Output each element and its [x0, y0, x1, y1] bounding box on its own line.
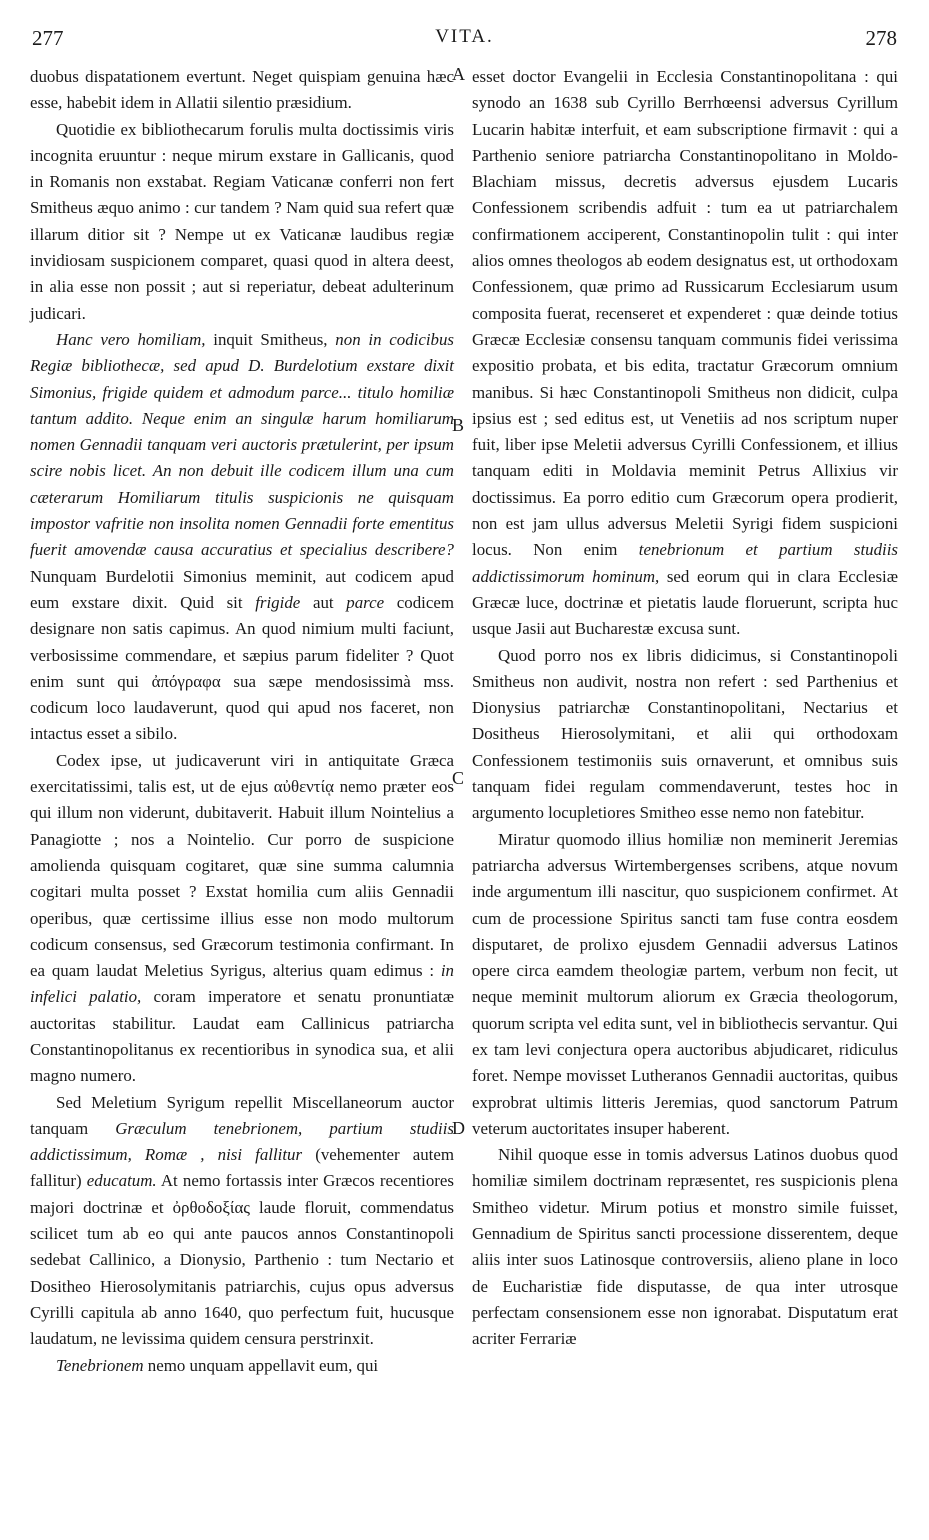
paragraph: [30, 117, 454, 327]
right-page-number: 278: [865, 26, 897, 50]
margin-marker-c: C: [452, 768, 465, 788]
text-run: Nihil quoque esse in tomis adversus Latinos duobus quod homiliæ similem doctrinam repræsentet, res suspicionis plena Smitheo videtur. Mirum potius et monstro simile fuisset, Gennadium de Spiritus sancti processione disserentem, deque aliis inter suos Latinosque controversiis, alieno plane in loco de Eucharistiæ fide disputasse, de qua inter utrosque perfectam consensionem esse non ignorabat. Disputatum erat acriter Ferrariæ: [472, 1145, 898, 1349]
paragraph: [472, 643, 898, 827]
text-run: codicem designare non satis capimus. An quod nimium multi faciunt, verbosissime commendare, et sæpius parum fideliter ? Quot enim sunt qui ἀπόγραφα sua sæpe mendosissimà mss. codicum loco laudaverunt, quod qui apud nos faceret, non intactus esset a sibilo.: [30, 592, 454, 744]
italic-text: Græculum tenebrionem, partium studiis addictissimum, Romæ , nisi fallitur: [30, 1118, 454, 1165]
italic-text: parce: [346, 592, 385, 612]
page-header: [30, 26, 899, 56]
text-run: inquit Smitheus,: [205, 329, 336, 349]
italic-text: tenebrionum et partium studiis addictissimorum hominum,: [472, 540, 898, 586]
text-run: Quod porro nos ex libris didicimus, si Constantinopoli Smitheus non audivit, nostra non refert : sed Parthenius et Dionysius patriarchæ Constantinopolitani, Nectarius et Dositheus Hierosolymitani, et alii qui orthodoxam Confessionem testimoniis suis ornaverunt, et omnibus suis tanquam fidei regulam commendaverunt, testes hoc in argumento locupletiores Smitheo esse nemo non fatebitur.: [472, 645, 898, 823]
italic-text: frigide: [255, 592, 301, 612]
paragraph: [30, 64, 454, 117]
italic-text: in infelici palatio,: [30, 961, 454, 1007]
running-title: VITA.: [435, 26, 494, 47]
text-run: coram imperatore et senatu pronuntiatæ auctoritas stabilitur. Laudat eam Callinicus patriarcha Constantinopolitanus ex recentioribus in synodica sua, et alii magno numero.: [30, 987, 454, 1086]
text-run: duobus dispatationem evertunt. Neget quispiam genuina hæc esse, habebit idem in Allatii silentio præsidium.: [30, 67, 454, 113]
text-run: nemo unquam appellavit eum, qui: [143, 1355, 379, 1375]
text-run: Sed Meletium Syrigum repellit Miscellaneorum auctor tanquam: [30, 1092, 454, 1138]
margin-marker-a: A: [452, 64, 465, 84]
text-run: esset doctor Evangelii in Ecclesia Constantinopolitana : qui synodo an 1638 sub Cyrillo Berrhœensi adversus Cyrillum Lucarin habitæ interfuit, et eam subscriptione firmavit : qui a Parthenio seniore patriarcha Constantinopolitano in Moldo-Blachiam missus, decretis adversus ejusdem Lucaris Confessionem scribendis adfuit : tum ea ut patriarchalem confirmationem acciperent, Constantinopolin tulit : qui inter alios omnes theologos ab eodem designatus est, ut orthodoxam Confessionem, quæ primo ad Russicarum Ecclesiarum usum composita fuerat, recenseret et expenderet : quæ deinde totius Græcæ Ecclesiæ consensu tanquam communis fidei verissima expositio probata, et bis edita, tractatur Græcorum omnium manibus. Si hæc Constantinopoli Smitheus non didicit, culpa ipsius est ; sed editus est, ut Venetiis ad nos scriptum nuper fuit, liber ipse Meletii adversus Cyrilli Confessionem, et illius tanquam editi in Moldavia meminit Petrus Allixius vir doctissimus. Ea porro editio cum Græcorum opera prodierit, non est jam ullus adversus Meletii Syrigi fidem suspicioni locus. Non enim: [472, 67, 898, 560]
left-page-number: 277: [32, 26, 64, 50]
right-column: [472, 64, 898, 1353]
margin-marker-b: B: [452, 415, 465, 435]
text-run: Codex ipse, ut judicaverunt viri in antiquitate Græca exercitatissimi, talis est, ut de ejus αὐθεντίᾳ nemo præter eos qui illum non viderunt, dubitaverit. Habuit illum Nointelius a Panagiotte ; nos a Nointelio. Cur porro de suspicione amolienda quisquam cogitaret, quæ sine summa calumnia cogitari multa posset ? Exstat homilia cum aliis Gennadii operibus, quæ certissime illius esse non modo multorum codicum consensus, sed Græcorum testimonia confirmant. In ea quam laudat Meletius Syrigus, alterius quam edimus :: [30, 750, 454, 981]
italic-text: non in codicibus Regiæ bibliothecæ, sed apud D. Burdelotium exstare dixit Simonius, frigide quidem et admodum parce... titulo homiliæ tantum addito. Neque enim an singulæ harum homiliarum nomen Gennadii tanquam veri auctoris prætulerint, per ipsum scire nobis licet. An non debuit ille codicem illum una cum cæterarum Homiliarum titulis suspicionis ne quisquam impostor vafritie non insolita nomen Gennadii forte ementitus fuerit amovendæ causa accuratius et specialius describere?: [30, 329, 455, 560]
margin-marker-d: D: [452, 1118, 465, 1138]
text-run: (vehementer autem fallitur): [30, 1145, 454, 1191]
paragraph: [472, 64, 898, 643]
text-run: Nunquam Burdelotii Simonius meminit, aut codicem apud eum exstare dixit. Quid sit: [30, 566, 454, 612]
paragraph: [30, 1090, 454, 1353]
paragraph: [30, 327, 454, 748]
paragraph: [472, 1142, 898, 1352]
text-run: At nemo fortassis inter Græcos recentiores majori doctrinæ et ὀρθοδοξίας laude floruit, commendatus scilicet tum ab eo qui ante paucos annos Constantinopoli sedebat Callinico, a Dionysio, Parthenio : tum Nectario et Dositheo Hierosolymitanis patriarchis, cujus opus adversus Cyrilli capitula ab anno 1640, quo perfectum fuit, hucusque laudatum, ne levissima quidem censura perstrinxit.: [30, 1171, 454, 1349]
left-column: [30, 64, 454, 1379]
text-run: Quotidie ex bibliothecarum forulis multa doctissimis viris incognita eruuntur : neque mirum exstare in Gallicanis, quod in Romanis non exstabat. Regiam Vaticanæ conferri non fert Smitheus æquo animo : cur tandem ? Nam quid sua refert quæ illarum ditior sit ? Nempe ut ex Vaticanæ laudibus regiæ invidiosam suspicionem comparet, quasi quod in altera deest, in alia esse non possit ; aut si reperiatur, debeat adulterinum judicari.: [30, 119, 454, 323]
paragraph: [30, 748, 454, 1090]
text-run: sed eorum qui in clara Ecclesiæ Græcæ luce, doctrinæ et pietatis laude floruerunt, scripta huc usque Jasii aut Bucharestæ excusa sunt.: [472, 566, 898, 639]
text-run: Miratur quomodo illius homiliæ non meminerit Jeremias patriarcha adversus Wirtembergenses scribens, atque novum inde argumentum illi nascitur, quo suspicionem confirmet. At cum de processione Spiritus sancti tam fuse contra eosdem disputaret, de prolixo ejusdem Gennadii adversus Latinos opere circa eamdem theologiæ partem, verbum non fecit, ut neque meminit multorum aliorum ex Græcia theologorum, quorum scripta vel edita sunt, vel in bibliothecis servantur. Qui ex tam levi conjectura opera auctoribus abjudicaret, ridiculus foret. Nempe movisset Lutheranos Gennadii auctoritas, quibus exprobrat ultimis litteris Jeremias, quod sanctorum Patrum veterum auctoritates insuper haberent.: [472, 829, 898, 1138]
text-run: aut: [300, 592, 347, 612]
paragraph: [472, 827, 898, 1143]
italic-text: Hanc vero homiliam,: [56, 329, 206, 349]
italic-text: Tenebrionem: [56, 1355, 144, 1375]
paragraph: [30, 1353, 454, 1379]
italic-text: educatum.: [86, 1171, 157, 1191]
